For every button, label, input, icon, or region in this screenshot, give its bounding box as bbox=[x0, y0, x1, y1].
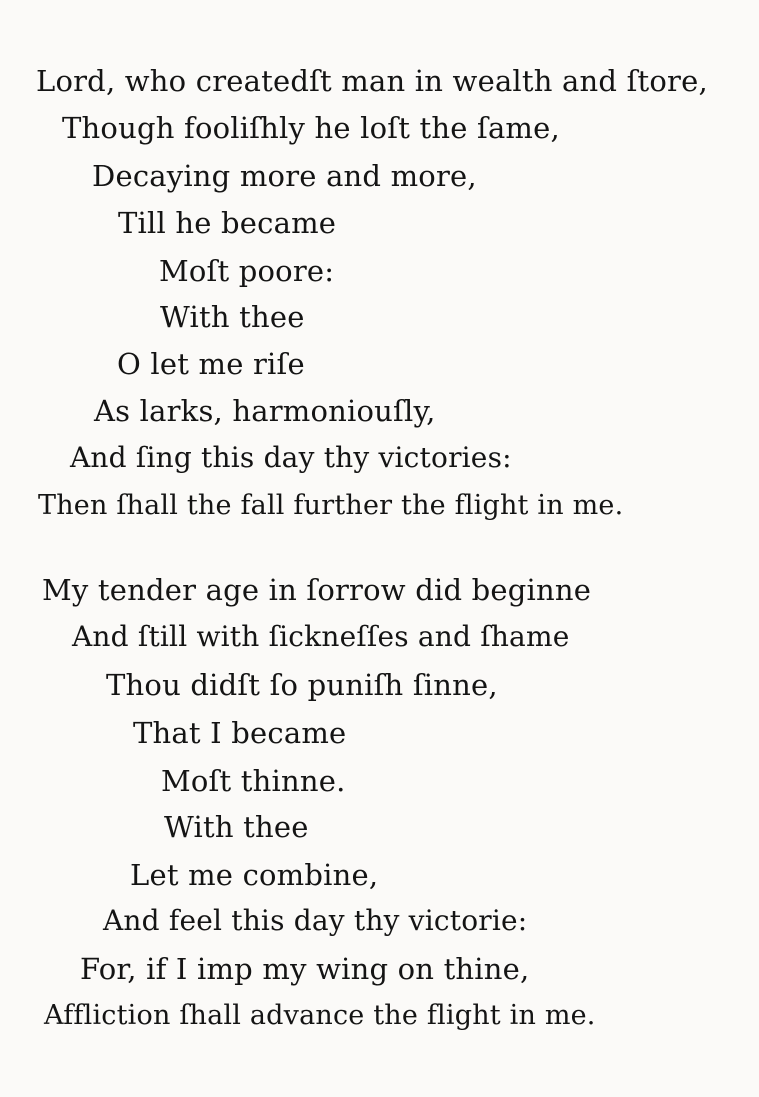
poem-line: Affliction ſhall advance the flight in me. bbox=[44, 1000, 596, 1031]
poem-line: With thee bbox=[160, 300, 305, 334]
poem-line: Decaying more and more, bbox=[92, 159, 477, 193]
poem-line: Till he became bbox=[118, 206, 337, 240]
poem-line: With thee bbox=[164, 810, 309, 844]
poem-line: O let me riſe bbox=[117, 347, 305, 381]
poem-line: That I became bbox=[133, 716, 347, 750]
poem-line: Moſt thinne. bbox=[161, 764, 346, 798]
poem-line: Though fooliſhly he loſt the ſame, bbox=[62, 111, 560, 145]
poem-line: And ſing this day thy victories: bbox=[70, 441, 512, 474]
poem-line: And ſtill with ſickneſſes and ſhame bbox=[72, 620, 570, 653]
poem-line: Lord, who createdſt man in wealth and ſtore, bbox=[36, 64, 708, 98]
poem-line: Moſt poore: bbox=[159, 254, 335, 288]
poem-line: And feel this day thy victorie: bbox=[103, 904, 528, 937]
poem-line: For, if I imp my wing on thine, bbox=[80, 952, 530, 986]
poem-line: My tender age in ſorrow did beginne bbox=[42, 573, 592, 607]
poem-line: Then ſhall the fall further the flight in me. bbox=[38, 490, 624, 521]
poem-line: As larks, harmoniouſly, bbox=[94, 394, 436, 428]
poem-line: Let me combine, bbox=[130, 858, 379, 892]
poem-line: Thou didſt ſo puniſh ſinne, bbox=[106, 668, 498, 702]
